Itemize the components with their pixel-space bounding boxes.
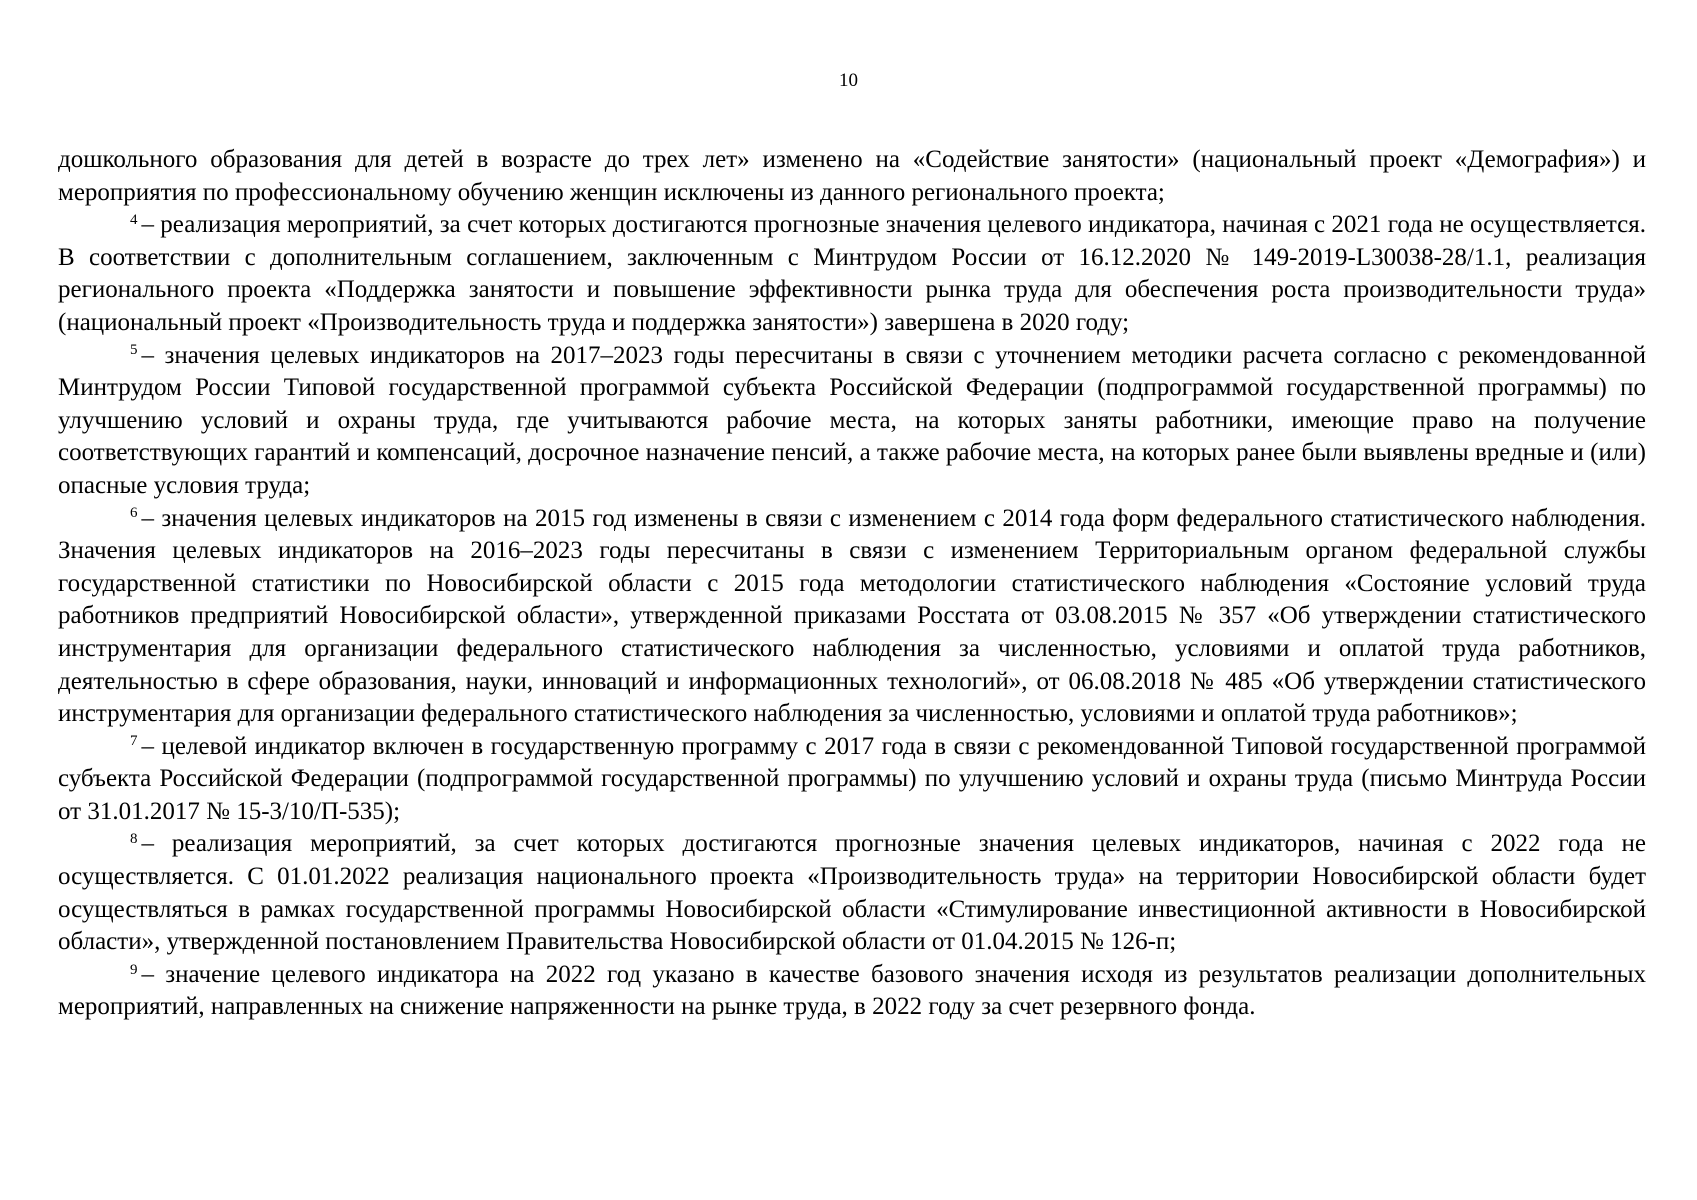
footnote-text: – значения целевых индикаторов на 2015 год изменены в связи с изменением с 2014 года форм федерального статистического наблюдения. Значения целевых индикаторов на 2016–2023 годы пересчитаны в связи с изменением Территориальным органом федеральной службы государственной статистики по Новосибирской области с 2015 года методологии статистического наблюдения «Состояние условий труда работников предприятий Новосибирской области», утвержденной приказами Росстата от 03.08.2015 № 357 «Об утверждении статистического инструментария для организации федерального статистического наблюдения за численностью, условиями и оплатой труда работников, деятельностью в сфере образования, науки, инноваций и информационных технологий», от 06.08.2018 № 485 «Об утверждении статистического инструментария для организации федерального статистического наблюдения за численностью, условиями и оплатой труда работников»;: [58, 504, 1646, 728]
footnote-text: – значение целевого индикатора на 2022 год указано в качестве базового значения исходя из результатов реализации дополнительных мероприятий, направленных на снижение напряженности на рынке труда, в 2022 году за счет резервного фонда.: [58, 960, 1646, 1021]
footnote-text: – целевой индикатор включен в государственную программу с 2017 года в связи с рекомендованной Типовой государственной программой субъекта Российской Федерации (подпрограммой государственной программы) по улучшению условий и охраны труда (письмо Минтруда России от 31.01.2017 № 15-3/10/П-535);: [58, 732, 1646, 825]
continuation-paragraph: дошкольного образования для детей в возрасте до трех лет» изменено на «Содействие занятости» (национальный проект «Демография») и мероприятия по профессиональному обучению женщин исключены из данного регионального проекта;: [58, 146, 1646, 206]
footnote-7: [58, 731, 1646, 829]
footnote-5: [58, 340, 1646, 503]
footnote-marker: 6: [130, 505, 138, 522]
footnote-text: – значения целевых индикаторов на 2017–2023 годы пересчитаны в связи с уточнением методики расчета согласно с рекомендованной Минтрудом России Типовой государственной программой субъекта Российской Федерации (подпрограммой государственной программы) по улучшению условий и охраны труда, где учитываются рабочие места, на которых заняты работники, имеющие право на получение соответствующих гарантий и компенсаций, досрочное назначение пенсий, а также рабочие места, на которых ранее были выявлены вредные и (или) опасные условия труда;: [58, 341, 1646, 499]
footnote-text: – реализация мероприятий, за счет которых достигаются прогнозные значения целевого индикатора, начиная с 2021 года не осуществляется. В соответствии с дополнительным соглашением, заключенным с Минтрудом России от 16.12.2020 № 149-2019-L30038-28/1.1, реализация регионального проекта «Поддержка занятости и повышение эффективности рынка труда для обеспечения роста производительности труда» (национальный проект «Производительность труда и поддержка занятости») завершена в 2020 году;: [58, 211, 1646, 336]
footnote-6: [58, 503, 1646, 731]
page-number: 10: [839, 70, 858, 91]
footnote-marker: 4: [130, 211, 138, 228]
footnote-4: [58, 209, 1646, 339]
footnote-9: [58, 959, 1646, 1024]
footnote-marker: 5: [130, 342, 138, 359]
footnote-marker: 9: [130, 961, 138, 978]
footnote-8: [58, 828, 1646, 958]
document-body: [58, 144, 1646, 1024]
footnote-text: – реализация мероприятий, за счет которых достигаются прогнозные значения целевых индикаторов, начиная с 2022 года не осуществляется. С 01.01.2022 реализация национального проекта «Производительность труда» на территории Новосибирской области будет осуществляться в рамках государственной программы Новосибирской области «Стимулирование инвестиционной активности в Новосибирской области», утвержденной постановлением Правительства Новосибирской области от 01.04.2015 № 126-п;: [58, 830, 1646, 956]
footnote-marker: 8: [130, 831, 138, 848]
footnote-marker: 7: [130, 733, 138, 750]
